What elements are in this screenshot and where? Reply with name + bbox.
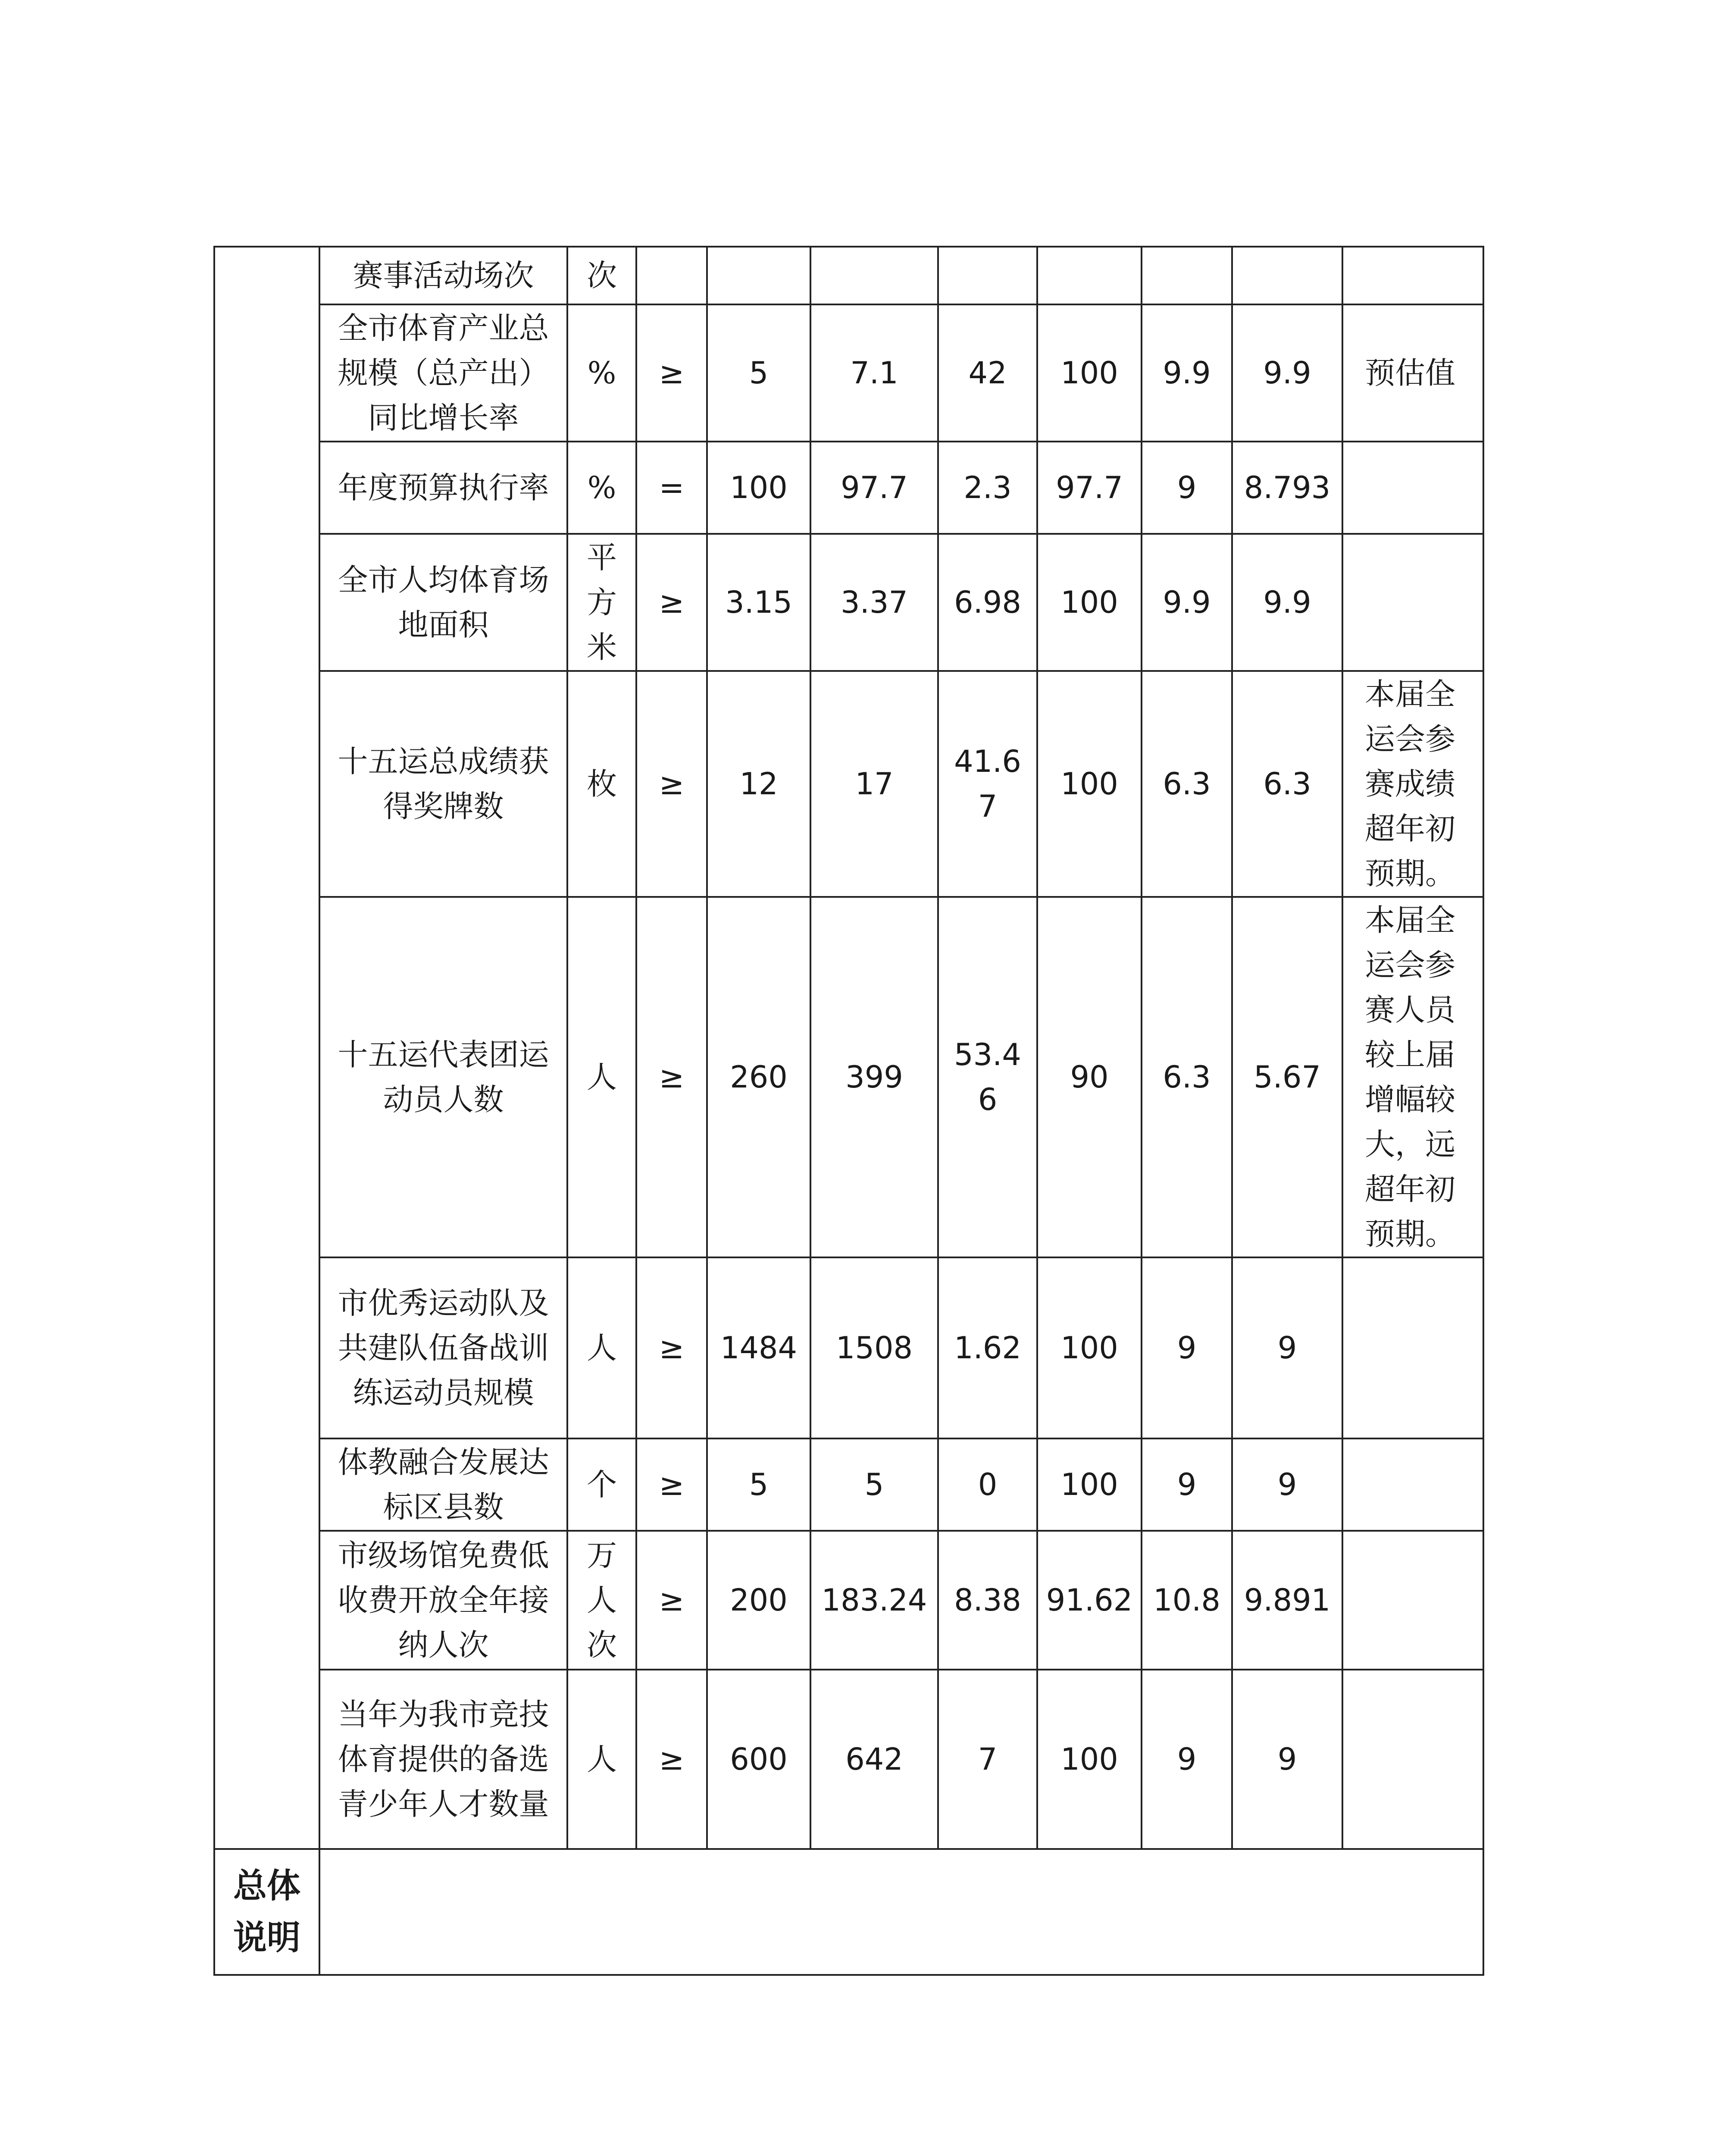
target-value-cell: 100: [707, 442, 810, 534]
operator-cell: ≥: [636, 671, 707, 897]
note-cell: [1342, 1257, 1483, 1438]
weight-cell: 9: [1142, 442, 1232, 534]
deviation-cell: 42: [938, 304, 1037, 442]
actual-value-cell: 3.37: [810, 534, 938, 671]
operator-cell: ≥: [636, 1531, 707, 1670]
operator-cell: [636, 247, 707, 304]
completion-rate-cell: 100: [1037, 671, 1142, 897]
deviation-cell: 41.67: [938, 671, 1037, 897]
performance-indicator-table: [213, 246, 1484, 1976]
target-value-cell: 200: [707, 1531, 810, 1670]
target-value-cell: 1484: [707, 1257, 810, 1438]
completion-rate-cell: 91.62: [1037, 1531, 1142, 1670]
actual-value-cell: [810, 247, 938, 304]
operator-cell: ≥: [636, 897, 707, 1257]
note-cell: 本届全运会参赛成绩超年初预期。: [1342, 671, 1483, 897]
table-row: [214, 1670, 1483, 1849]
unit-cell: 个: [567, 1438, 636, 1531]
category-cell: [214, 247, 319, 1849]
weight-cell: 6.3: [1142, 671, 1232, 897]
operator-cell: ≥: [636, 1257, 707, 1438]
operator-cell: ≥: [636, 534, 707, 671]
target-value-cell: [707, 247, 810, 304]
completion-rate-cell: 100: [1037, 1438, 1142, 1531]
indicator-cell: 当年为我市竞技体育提供的备选青少年人才数量: [319, 1670, 567, 1849]
operator-cell: ≥: [636, 304, 707, 442]
score-cell: 9.9: [1232, 304, 1342, 442]
indicator-cell: 全市体育产业总规模（总产出）同比增长率: [319, 304, 567, 442]
score-cell: 8.793: [1232, 442, 1342, 534]
weight-cell: 9.9: [1142, 304, 1232, 442]
weight-cell: 9: [1142, 1438, 1232, 1531]
actual-value-cell: 1508: [810, 1257, 938, 1438]
actual-value-cell: 183.24: [810, 1531, 938, 1670]
deviation-cell: 53.46: [938, 897, 1037, 1257]
indicator-cell: 赛事活动场次: [319, 247, 567, 304]
table-row: [214, 1438, 1483, 1531]
target-value-cell: 600: [707, 1670, 810, 1849]
indicator-cell: 十五运代表团运动员人数: [319, 897, 567, 1257]
weight-cell: 9: [1142, 1670, 1232, 1849]
note-cell: [1342, 1670, 1483, 1849]
note-cell: 本届全运会参赛人员较上届增幅较大，远超年初预期。: [1342, 897, 1483, 1257]
summary-row: [214, 1849, 1483, 1975]
indicator-cell: 市级场馆免费低收费开放全年接纳人次: [319, 1531, 567, 1670]
unit-cell: 人: [567, 897, 636, 1257]
completion-rate-cell: 100: [1037, 1257, 1142, 1438]
target-value-cell: 12: [707, 671, 810, 897]
unit-cell: %: [567, 304, 636, 442]
completion-rate-cell: 90: [1037, 897, 1142, 1257]
score-cell: 6.3: [1232, 671, 1342, 897]
actual-value-cell: 642: [810, 1670, 938, 1849]
unit-cell: 人: [567, 1670, 636, 1849]
unit-cell: 平方米: [567, 534, 636, 671]
table-row: [214, 442, 1483, 534]
note-cell: [1342, 534, 1483, 671]
summary-label: 总体说明: [214, 1849, 319, 1975]
table-row: [214, 247, 1483, 304]
score-cell: 9: [1232, 1257, 1342, 1438]
score-cell: 5.67: [1232, 897, 1342, 1257]
summary-text: [319, 1849, 1483, 1975]
completion-rate-cell: 97.7: [1037, 442, 1142, 534]
unit-cell: %: [567, 442, 636, 534]
completion-rate-cell: 100: [1037, 1670, 1142, 1849]
deviation-cell: 7: [938, 1670, 1037, 1849]
score-cell: 9: [1232, 1438, 1342, 1531]
note-cell: [1342, 247, 1483, 304]
unit-cell: 次: [567, 247, 636, 304]
completion-rate-cell: 100: [1037, 534, 1142, 671]
deviation-cell: 8.38: [938, 1531, 1037, 1670]
indicator-cell: 十五运总成绩获得奖牌数: [319, 671, 567, 897]
deviation-cell: 6.98: [938, 534, 1037, 671]
table-row: [214, 1257, 1483, 1438]
note-cell: [1342, 442, 1483, 534]
completion-rate-cell: [1037, 247, 1142, 304]
note-cell: [1342, 1438, 1483, 1531]
weight-cell: 10.8: [1142, 1531, 1232, 1670]
score-cell: 9.9: [1232, 534, 1342, 671]
indicator-cell: 全市人均体育场地面积: [319, 534, 567, 671]
completion-rate-cell: 100: [1037, 304, 1142, 442]
weight-cell: 6.3: [1142, 897, 1232, 1257]
deviation-cell: [938, 247, 1037, 304]
table-row: [214, 671, 1483, 897]
deviation-cell: 2.3: [938, 442, 1037, 534]
target-value-cell: 5: [707, 304, 810, 442]
operator-cell: ≥: [636, 1438, 707, 1531]
score-cell: 9: [1232, 1670, 1342, 1849]
actual-value-cell: 399: [810, 897, 938, 1257]
target-value-cell: 3.15: [707, 534, 810, 671]
table-row: [214, 534, 1483, 671]
unit-cell: 万人次: [567, 1531, 636, 1670]
actual-value-cell: 97.7: [810, 442, 938, 534]
table-row: [214, 897, 1483, 1257]
deviation-cell: 1.62: [938, 1257, 1037, 1438]
target-value-cell: 260: [707, 897, 810, 1257]
score-cell: 9.891: [1232, 1531, 1342, 1670]
indicator-cell: 年度预算执行率: [319, 442, 567, 534]
weight-cell: 9.9: [1142, 534, 1232, 671]
table-row: [214, 1531, 1483, 1670]
score-cell: [1232, 247, 1342, 304]
table-row: [214, 304, 1483, 442]
unit-cell: 枚: [567, 671, 636, 897]
operator-cell: ≥: [636, 1670, 707, 1849]
deviation-cell: 0: [938, 1438, 1037, 1531]
actual-value-cell: 17: [810, 671, 938, 897]
target-value-cell: 5: [707, 1438, 810, 1531]
note-cell: [1342, 1531, 1483, 1670]
actual-value-cell: 7.1: [810, 304, 938, 442]
indicator-cell: 体教融合发展达标区县数: [319, 1438, 567, 1531]
weight-cell: [1142, 247, 1232, 304]
operator-cell: =: [636, 442, 707, 534]
indicator-cell: 市优秀运动队及共建队伍备战训练运动员规模: [319, 1257, 567, 1438]
unit-cell: 人: [567, 1257, 636, 1438]
actual-value-cell: 5: [810, 1438, 938, 1531]
weight-cell: 9: [1142, 1257, 1232, 1438]
note-cell: 预估值: [1342, 304, 1483, 442]
